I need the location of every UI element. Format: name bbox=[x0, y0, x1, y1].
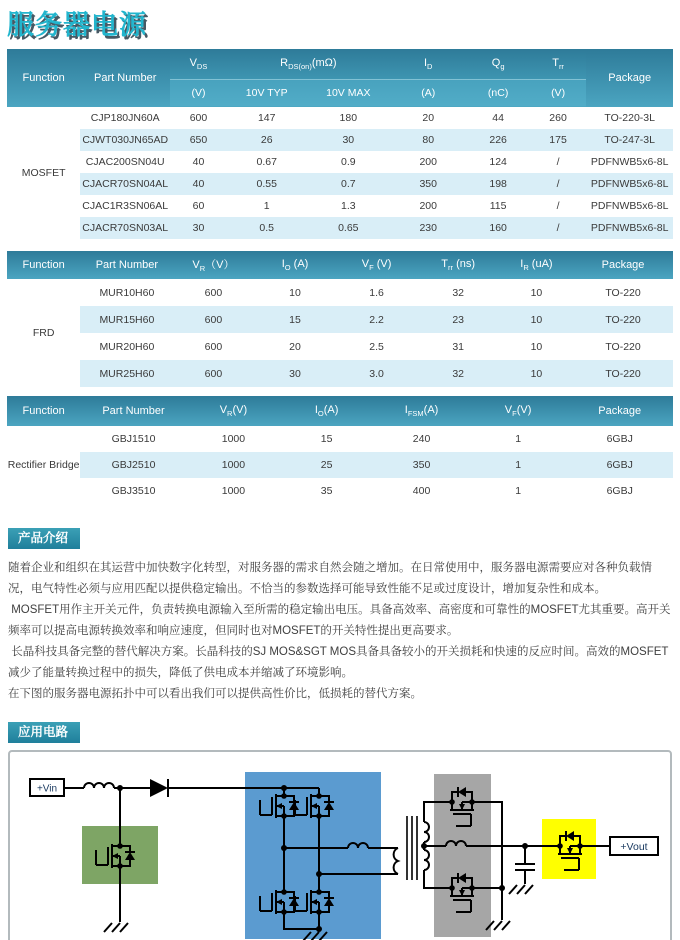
table-cell: GBJ2510 bbox=[80, 452, 187, 478]
table-cell: 10 bbox=[530, 340, 543, 353]
section-header-application-circuit bbox=[8, 722, 80, 743]
table-cell: 20 bbox=[422, 112, 435, 124]
table-cell: PDFNWB5x6-8L bbox=[586, 173, 673, 195]
table-cell: 350 bbox=[373, 452, 470, 478]
table-cell: 15 bbox=[320, 433, 333, 445]
table-cell: 30 bbox=[253, 360, 336, 387]
boost-diode-icon bbox=[150, 779, 168, 797]
table-cell: MUR10H60 bbox=[99, 286, 155, 299]
table-cell: CJACR70SN04AL bbox=[80, 173, 170, 195]
col-part-number: Part Number bbox=[80, 396, 187, 426]
col-vf: $V_F(V)$ bbox=[470, 396, 567, 426]
table-cell: 0.55 bbox=[227, 173, 307, 195]
table-cell: 1 bbox=[515, 433, 522, 445]
table-cell: MUR15H60 bbox=[80, 306, 173, 333]
col-qg: $Q_g$ bbox=[467, 49, 530, 79]
table-cell: 147 bbox=[257, 112, 276, 124]
vout-box bbox=[610, 837, 658, 855]
table-cell: 175 bbox=[530, 129, 587, 151]
table-cell: 30 bbox=[170, 217, 227, 239]
table-row bbox=[7, 426, 673, 452]
paragraph: MOSFET用作主开关元件，负责转换电源输入至所需的稳定输出电压。具备高效率、高密度和可靠性的MOSFET尤其重要。高开关频率可以提高电源转换效率和响应速度，但同时也对MOSFET的开关特性提出更高要求。 bbox=[8, 604, 671, 637]
section-title: 产品介绍 bbox=[18, 531, 69, 545]
function-cell: FRD bbox=[7, 279, 80, 387]
table-cell: / bbox=[556, 200, 560, 212]
output-capacitor-icon bbox=[515, 846, 535, 884]
col-function: Function bbox=[7, 49, 80, 107]
table-cell: 160 bbox=[467, 217, 530, 239]
col-vf: $V_F$ (V) bbox=[337, 251, 417, 279]
table-cell: 230 bbox=[390, 217, 467, 239]
svg-text:+Vout: +Vout bbox=[620, 841, 648, 853]
junction-dot bbox=[316, 926, 322, 932]
table-row bbox=[7, 195, 673, 217]
table-cell: 226 bbox=[467, 129, 530, 151]
table-cell: 600 bbox=[204, 340, 223, 353]
table-row bbox=[7, 360, 673, 387]
ribbon-fold-decoration bbox=[67, 726, 104, 746]
table-cell: 1.6 bbox=[369, 286, 384, 299]
paragraph: 随着企业和组织在其运营中加快数字化转型，对服务器的需求自然会随之增加。在日常使用中，服务器电源需要应对各种负载情况，电气特性必须与应用匹配以提供稳定输出。不恰当的参数选择可能导致性能不足或过度设计，增加复杂性和成本。 bbox=[8, 562, 652, 595]
col-ir: $I_R$ (uA) bbox=[500, 251, 573, 279]
unit-v2: (V) bbox=[530, 79, 587, 107]
table-cell: 35 bbox=[320, 485, 333, 497]
table-cell: 10 bbox=[530, 286, 543, 299]
table-cell: / bbox=[530, 173, 587, 195]
col-part-number: Part Number bbox=[80, 49, 170, 107]
table-cell: 600 bbox=[173, 306, 253, 333]
table-cell: 40 bbox=[192, 156, 205, 168]
table-cell: 1000 bbox=[187, 452, 280, 478]
table-cell: 40 bbox=[170, 173, 227, 195]
col-trr: $T_{rr}$ bbox=[530, 49, 587, 79]
junction-dot bbox=[117, 785, 123, 791]
function-cell: MOSFET bbox=[7, 107, 80, 239]
function-cell: Rectifier Bridge bbox=[7, 426, 80, 504]
table-cell: 1000 bbox=[221, 433, 246, 445]
table-row bbox=[7, 279, 673, 306]
table-cell: 26 bbox=[227, 129, 307, 151]
table-cell: 200 bbox=[419, 156, 437, 168]
unit-a: (A) bbox=[390, 79, 467, 107]
table-cell: 31 bbox=[452, 340, 465, 353]
application-circuit-figure bbox=[8, 750, 672, 940]
table-cell: 6GBJ bbox=[606, 433, 633, 445]
paragraph: 在下图的服务器电源拓扑中可以看出我们可以提供高性价比，低损耗的替代方案。 bbox=[8, 688, 422, 700]
junction-dot bbox=[522, 843, 528, 849]
table-row bbox=[7, 129, 673, 151]
table-cell: 260 bbox=[549, 112, 567, 124]
table-cell: 115 bbox=[489, 200, 507, 212]
table-cell: 198 bbox=[467, 173, 530, 195]
table-cell: 60 bbox=[192, 200, 205, 212]
table-cell: 600 bbox=[173, 360, 253, 387]
junction-dot bbox=[421, 843, 427, 849]
col-package: Package bbox=[573, 251, 673, 279]
junction-dot bbox=[281, 785, 287, 791]
table-cell: 0.5 bbox=[227, 217, 307, 239]
bridge-highlight bbox=[245, 772, 381, 939]
table-cell: 2.2 bbox=[337, 306, 417, 333]
table-cell: 1 bbox=[263, 200, 270, 212]
table-cell: GBJ3510 bbox=[111, 485, 156, 497]
table-cell: CJWT030JN65AD bbox=[80, 129, 170, 151]
table-cell: 32 bbox=[452, 286, 465, 299]
table-cell: 32 bbox=[417, 360, 500, 387]
col-vr: $V_R(V)$ bbox=[173, 251, 253, 279]
col-package: Package bbox=[566, 396, 673, 426]
mosfet-table bbox=[7, 49, 673, 239]
table-cell: PDFNWB5x6-8L bbox=[590, 200, 669, 212]
input-inductor-icon bbox=[84, 783, 114, 788]
section-title: 应用电路 bbox=[18, 725, 69, 739]
section-header-product-intro bbox=[8, 528, 80, 549]
svg-text:+Vin: +Vin bbox=[36, 783, 58, 795]
table-cell: 600 bbox=[204, 286, 223, 299]
table-cell: 600 bbox=[189, 112, 208, 124]
table-cell: 1.3 bbox=[340, 200, 356, 212]
table-cell: 15 bbox=[253, 306, 336, 333]
col-function: Function bbox=[7, 251, 80, 279]
unit-10v-max: 10V MAX bbox=[307, 79, 390, 107]
paragraph: 长晶科技具备完整的替代解决方案。长晶科技的SJ MOS&SGT MOS具备具备较小的开关损耗和快速的反应时间。高效的MOSFET减少了能量转换过程中的损失，降低了供电成本并缩减了环境影响。 bbox=[8, 646, 669, 679]
col-io: $I_O(A)$ bbox=[280, 396, 373, 426]
table-cell: 0.65 bbox=[307, 217, 390, 239]
col-id: $I_D$ bbox=[390, 49, 467, 79]
frd-table bbox=[7, 251, 673, 387]
table-cell: 350 bbox=[390, 173, 467, 195]
table-cell: / bbox=[556, 156, 560, 168]
page-title: 服务器电源 bbox=[7, 10, 147, 40]
table-cell: 1 bbox=[515, 485, 522, 497]
col-ifsm: $I_{FSM}(A)$ bbox=[373, 396, 470, 426]
table-row bbox=[7, 306, 673, 333]
ground-icon bbox=[104, 923, 128, 932]
table-cell: MUR20H60 bbox=[99, 340, 155, 353]
table-cell: 10 bbox=[500, 306, 573, 333]
table-cell: 200 bbox=[419, 200, 437, 212]
col-function: Function bbox=[7, 396, 80, 426]
unit-nc: (nC) bbox=[467, 79, 530, 107]
table-cell: / bbox=[530, 217, 587, 239]
col-vr: $V_R(V)$ bbox=[187, 396, 280, 426]
col-rdson: $R_{DS(on)}(m\Omega)$ bbox=[227, 49, 390, 79]
table-cell: GBJ1510 bbox=[111, 433, 156, 445]
table-cell: 23 bbox=[417, 306, 500, 333]
table-row bbox=[7, 151, 673, 173]
junction-dot bbox=[499, 885, 505, 891]
table-cell: 25 bbox=[280, 452, 373, 478]
ground-icon bbox=[509, 885, 533, 894]
datasheet-page bbox=[0, 3, 680, 940]
table-cell: 2.5 bbox=[369, 340, 384, 353]
table-cell: TO-220 bbox=[605, 340, 641, 353]
application-circuit-svg bbox=[10, 752, 668, 940]
table-cell: 10 bbox=[500, 360, 573, 387]
table-cell: 80 bbox=[390, 129, 467, 151]
table-cell: 240 bbox=[412, 433, 431, 445]
table-cell: 0.9 bbox=[340, 156, 356, 168]
table-cell: 0.67 bbox=[256, 156, 277, 168]
table-cell: 3.0 bbox=[337, 360, 417, 387]
table-cell: TO-220-3L bbox=[604, 112, 655, 124]
table-cell: 44 bbox=[492, 112, 504, 124]
table-row bbox=[7, 217, 673, 239]
col-vds: $V_{DS}$ bbox=[170, 49, 227, 79]
table-cell: TO-220 bbox=[573, 360, 673, 387]
col-io: $I_O$ (A) bbox=[253, 251, 336, 279]
table-cell: 400 bbox=[412, 485, 431, 497]
table-cell: 6GBJ bbox=[606, 485, 633, 497]
table-cell: 10 bbox=[289, 286, 301, 299]
table-row bbox=[7, 452, 673, 478]
intro-paragraphs bbox=[0, 549, 680, 705]
table-cell: PDFNWB5x6-8L bbox=[590, 156, 669, 168]
table-cell: 30 bbox=[307, 129, 390, 151]
col-trr: $T_{rr}$ (ns) bbox=[417, 251, 500, 279]
vin-box bbox=[30, 779, 64, 796]
table-cell: 180 bbox=[339, 112, 358, 124]
col-part-number: Part Number bbox=[80, 251, 173, 279]
table-cell: 1 bbox=[470, 452, 567, 478]
table-row bbox=[7, 173, 673, 195]
table-row bbox=[7, 107, 673, 129]
junction-dot bbox=[316, 871, 322, 877]
table-row bbox=[7, 333, 673, 360]
table-cell: MUR25H60 bbox=[80, 360, 173, 387]
table-cell: 1000 bbox=[221, 485, 246, 497]
table-cell: PDFNWB5x6-8L bbox=[586, 217, 673, 239]
table-cell: CJAC1R3SN06AL bbox=[82, 200, 169, 212]
table-cell: CJAC200SN04U bbox=[85, 156, 165, 168]
table-cell: TO-247-3L bbox=[586, 129, 673, 151]
table-cell: 0.7 bbox=[307, 173, 390, 195]
table-cell: 6GBJ bbox=[566, 452, 673, 478]
table-cell: 650 bbox=[170, 129, 227, 151]
table-cell: TO-220 bbox=[573, 306, 673, 333]
table-cell: TO-220 bbox=[605, 286, 641, 299]
col-package: Package bbox=[586, 49, 673, 107]
unit-10v-typ: 10V TYP bbox=[227, 79, 307, 107]
table-cell: CJP180JN60A bbox=[90, 112, 160, 124]
table-cell: 124 bbox=[489, 156, 507, 168]
unit-v: (V) bbox=[170, 79, 227, 107]
table-row bbox=[7, 478, 673, 504]
table-cell: CJACR70SN03AL bbox=[80, 217, 170, 239]
table-cell: 20 bbox=[289, 340, 301, 353]
rectifier-bridge-table bbox=[7, 396, 673, 504]
junction-dot bbox=[281, 845, 287, 851]
